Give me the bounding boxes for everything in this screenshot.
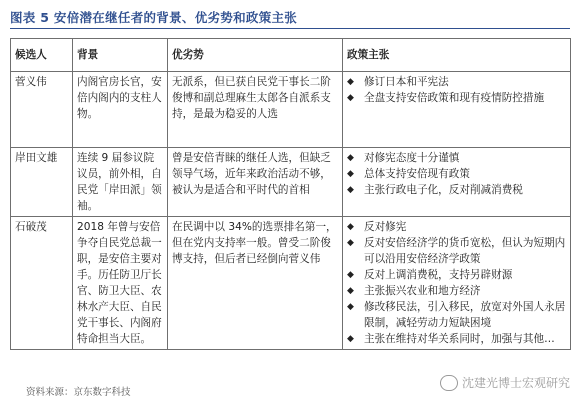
figure-caption: 图表 5 安倍潜在继任者的背景、优劣势和政策主张 [10, 10, 298, 25]
watermark-text: 沈建光博士宏观研究 [461, 376, 570, 390]
candidate-pros-cons: 曾是安倍青睐的继任人选，但缺乏领导气场，近年来政治活动不够，被认为是适合和平时代的首相 [168, 148, 343, 217]
candidate-background: 2018 年曾与安倍争夺自民党总裁一职，是安倍主要对手。历任防卫厅长官、防卫大臣、农林水产大臣、自民党干事长、内阁府特命担当大臣。 [73, 217, 168, 350]
policy-item: ◆ 反对安倍经济学的货币宽松，但认为短期内可以沿用安倍经济学政策 [347, 237, 566, 265]
header-candidate: 候选人 [11, 39, 73, 72]
policy-item: ◆ 主张在维持对华关系同时，加强与其他… [347, 333, 555, 345]
policy-item: ◆ 总体支持安倍现有政策 [347, 168, 470, 180]
policy-item: ◆ 主张振兴农业和地方经济 [347, 285, 481, 297]
candidate-background: 连续 9 届参议院议员，前外相，自民党「岸田派」领袖。 [73, 148, 168, 217]
table-row [11, 148, 571, 217]
candidate-name: 岸田文雄 [11, 148, 73, 217]
diamond-bullet-icon: ◆ [347, 169, 354, 179]
table-header-row [11, 39, 571, 72]
candidate-name: 菅义伟 [11, 72, 73, 148]
diamond-bullet-icon: ◆ [347, 222, 354, 232]
header-policies: 政策主张 [343, 39, 571, 72]
diamond-bullet-icon: ◆ [347, 334, 354, 344]
diamond-bullet-icon: ◆ [347, 286, 354, 296]
diamond-bullet-icon: ◆ [347, 185, 354, 195]
policy-item: ◆ 修订日本和平宪法 [347, 76, 449, 88]
source-note: 资料来源：京东数字科技 [26, 387, 131, 398]
diamond-bullet-icon: ◆ [347, 77, 354, 87]
diamond-bullet-icon: ◆ [347, 270, 354, 280]
header-background: 背景 [73, 39, 168, 72]
diamond-bullet-icon: ◆ [347, 153, 354, 163]
policy-item: ◆ 修改移民法，引入移民，放宽对外国人永居限制，减轻劳动力短缺困境 [347, 301, 566, 329]
candidate-background: 内阁官房长官，安倍内阁内的支柱人物。 [73, 72, 168, 148]
candidate-name: 石破茂 [11, 217, 73, 350]
candidate-policies [343, 217, 571, 350]
caption-divider [10, 28, 570, 29]
watermark [440, 374, 570, 391]
candidate-policies [343, 72, 571, 148]
policy-item: ◆ 对修宪态度十分谨慎 [347, 152, 460, 164]
diamond-bullet-icon: ◆ [347, 93, 354, 103]
candidate-pros-cons: 无派系，但已获自民党干事长二阶俊博和副总理麻生太郎各自派系支持，是最为稳妥的人选 [168, 72, 343, 148]
table-row [11, 72, 571, 148]
diamond-bullet-icon: ◆ [347, 302, 354, 312]
candidate-policies [343, 148, 571, 217]
candidates-table [10, 38, 571, 350]
policy-item: ◆ 全盘支持安倍政策和现有疫情防控措施 [347, 92, 545, 104]
header-pros-cons: 优劣势 [168, 39, 343, 72]
policy-item: ◆ 反对上调消费税，支持另辟财源 [347, 269, 513, 281]
candidate-pros-cons: 在民调中以 34%的选票排名第一，但在党内支持率一般。曾受二阶俊博支持，但后者已经倒向菅义伟 [168, 217, 343, 350]
policy-item: ◆ 主张行政电子化，反对削减消费税 [347, 184, 523, 196]
table-row [11, 217, 571, 350]
diamond-bullet-icon: ◆ [347, 238, 354, 248]
wechat-icon [440, 375, 458, 391]
policy-item: ◆ 反对修宪 [347, 221, 407, 233]
